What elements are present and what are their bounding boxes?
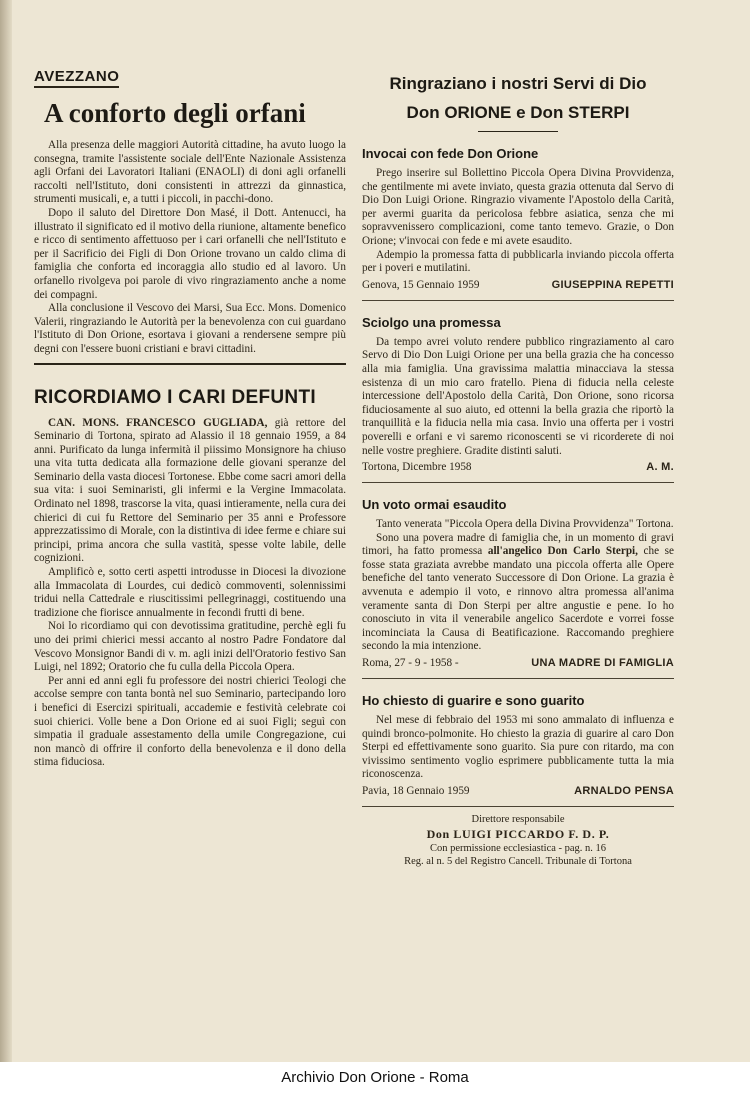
signer-name: UNA MADRE DI FAMIGLIA	[531, 657, 674, 670]
article-paragraph: Dopo il saluto del Direttore Don Masé, il Dott. Antenucci, ha illustrato il significato ed il motivo della riunione, altamente benefico e ricco di sentimento affettuoso per i cari orfanelli che nell'Istituto e per il Sacrificio dei Figli di Don Orione trovano un caldo clima di famiglia che conforta ed incoraggia allo studio ed al lavoro. Un orfanello rivolgeva poi parole di vivo ringraziamento anche a nome dei compagni.	[34, 206, 346, 301]
letter-text: Sono una povera madre di famiglia che, in un momento di gravi timori, ha fatto promessa	[362, 531, 674, 558]
colophon-role: Direttore responsabile	[471, 814, 565, 825]
place-date: Genova, 15 Gennaio 1959	[362, 278, 480, 291]
left-column	[34, 68, 346, 770]
colophon-permission: Con permissione ecclesiastica - pag. n. 16	[429, 843, 607, 854]
letter-paragraph: Nel mese di febbraio del 1953 mi sono ammalato di influenza e quindi bronco-polmonite. Ho chiesto la grazia di guarire al caro Don Sterpi ed effettivamente sono guarito. Sia pure con ritardo, ma con vivissimo sentimento voglio esprimere pubblicamente tutta la mia riconoscenza.	[362, 714, 674, 781]
letter-heading: Ho chiesto di guarire e sono guarito	[362, 693, 585, 709]
letter-heading: Sciolgo una promessa	[362, 314, 501, 330]
letter-paragraph	[362, 532, 674, 654]
obituary-paragraph: Per anni ed anni egli fu professore dei nostri chierici Teologi che accolse sempre con tanta bontà nel suo Seminario, partecipando loro i benefici di Esercizi spirituali, accademie e festività celebrate coi suoi chierici. Volle bene a Don Orione ed ai suoi Figli; seguì con simpatia il graduale assestamento della umile Congregazione, cui non mancò di offrire il conforto della benevolenza e il dono della stima fiduciosa.	[34, 674, 346, 769]
letter-signature	[362, 656, 674, 670]
letter-paragraph: Adempio la promessa fatta di pubblicarla inviando piccola offerta per i poveri e mutilatini.	[362, 248, 674, 275]
divider	[362, 678, 674, 679]
place-date: Pavia, 18 Gennaio 1959	[362, 785, 470, 797]
colophon-registration: Reg. al n. 5 del Registro Cancell. Tribunale di Tortona	[404, 856, 632, 867]
letter-signature	[362, 278, 674, 292]
column-title-line: Don ORIONE e Don STERPI	[406, 103, 630, 122]
signer-name: GIUSEPPINA REPETTI	[551, 278, 674, 291]
archive-footer: Archivio Don Orione - Roma	[0, 1062, 750, 1093]
colophon	[362, 813, 674, 868]
column-title-line: Ringraziano i nostri Servi di Dio	[389, 74, 647, 93]
letter-text: che se fosse stata graziata avrebbe mandato una piccola offerta alle Opere benefiche del tanto venerato Successore di Don Orione. La grazia è avvenuta e adempio il voto, e rinnovo altra promessa all'anima veramente santa di Don Sterpi per altre angustie e pene. Io ho conosciuto in vita il venerabile angelico Sacerdote e vorrei fosse incominciata la Causa di Beatificazione. Raccomando preghiere secondo la mia intenzione.	[362, 545, 674, 653]
article-paragraph: Alla conclusione il Vescovo dei Marsi, Sua Ecc. Mons. Domenico Valerii, ringraziando le Autorità per la benevolenza con cui guardano l'Istituto di Don Orione, esortava i giovani a rendersene sempre più degni con l'essere buoni cristiani e bravi cittadini.	[34, 302, 346, 355]
letter-text-bold: all'angelico Don Carlo Sterpi,	[487, 545, 638, 558]
letter-paragraph: Tanto venerata "Piccola Opera della Divina Provvidenza" Tortona.	[376, 518, 674, 531]
article-title: A conforto degli orfani	[44, 98, 306, 128]
right-column	[362, 68, 674, 868]
letter-paragraph: Prego inserire sul Bollettino Piccola Opera Divina Provvidenza, che gentilmente mi avete inviato, questa grazia ottenuta dal Servo di Dio Don Luigi Orione. Ringrazio vivamente l'Apostolo della Carità, per avermi guarita da pericolosa febbre asiatica, senza che mi sopravvenissero complicazioni, come tanto temevo. Grazie, o Don Orione; v'invocai con fede e mi avete esaudito.	[362, 167, 674, 247]
place-date: Roma, 27 - 9 - 1958 -	[362, 657, 459, 670]
letter-paragraph: Da tempo avrei voluto rendere pubblico ringraziamento al caro Servo di Dio Don Luigi Orione per una bella grazia che ha concesso alla mia famiglia. Una gravissima malattia minacciava la stessa esistenza di un mio caro fratello. Piena di fiducia nella celeste intercessione dell'Apostolo della Carità, Don Orione, sono ricorsa fiduciosamente al suo aiuto, ed ottenni la bella grazia che riportò la tranquillità e la fiducia nella mia casa. Invio una offerta per i vostri poverelli e orfani e vi saremo riconoscenti se vi ricorderete di noi nelle vostre preghiere. Gradite distinti saluti.	[362, 335, 674, 457]
title-rule	[478, 131, 558, 132]
letter	[362, 497, 674, 679]
article-paragraph: Alla presenza delle maggiori Autorità cittadine, ha avuto luogo la consegna, tramite l'assistente sociale dell'Ente Nazionale Assistenza agli Orfani dei Lavoratori Italiani (ENAOLI) di doni agli orfanelli raccolti nell'Istituto, doni consistenti in attrezzi da ginnastica, strumenti musicali, e, a tutti i piccoli, in pacchi-dono.	[34, 139, 346, 206]
letter-heading: Invocai con fede Don Orione	[362, 146, 539, 161]
letter-heading: Un voto ormai esaudito	[362, 497, 507, 513]
divider	[34, 363, 346, 365]
divider	[362, 300, 674, 301]
signer-name: ARNALDO PENSA	[574, 785, 674, 797]
letter	[362, 146, 674, 301]
obituary-paragraph	[34, 417, 346, 567]
colophon-director: Don LUIGI PICCARDO F. D. P.	[426, 827, 610, 841]
letter-signature	[362, 460, 674, 474]
obituary-paragraph: Amplificò e, sotto certi aspetti introdusse in Diocesi la divozione alla Immacolata di Lourdes, cui dedicò commoventi, solennissimi tridui nella Cattedrale e riuscitissimi pellegrinaggi, costituendo una tradizione che fiorisce annualmente in fecondi frutti di bene.	[34, 566, 346, 619]
divider	[362, 482, 674, 483]
divider	[362, 806, 674, 807]
signer-name: A. M.	[646, 461, 674, 474]
obituary-text: già rettore del Seminario di Tortona, spirato ad Alassio il 18 gennaio 1959, a 84 anni. Purificato da lunga infermità il piissimo Monsignore ha chiuso una vita tutta dedicata alla formazione delle giovani speranze del Seminario della vasta diocesi Tortonese. Ebbe come sacri amori della sua vita: i suoi Seminaristi, gli infermi e la Vergine Immacolata. Ordinato nel 1898, trascorse la vita, quasi intieramente, nella cura dei chierici di cui fu Rettore del Seminario per 35 anni e Professore apprezzatissimo di Morale, con la distintiva di idee ferme e chiare sui principi, prima ancora che sulla vastità, spesse volte labile, delle cognizioni.	[34, 416, 346, 565]
section-heading: RICORDIAMO I CARI DEFUNTI	[34, 386, 316, 408]
place-date: Tortona, Dicembre 1958	[362, 461, 472, 474]
obituary-name: CAN. MONS. FRANCESCO GUGLIADA,	[48, 416, 268, 429]
letter	[362, 693, 674, 807]
page-binding-edge	[0, 0, 12, 1062]
obituary-paragraph: Noi lo ricordiamo qui con devotissima gratitudine, perchè egli fu uno dei primi chierici messi accanto al nostro Padre Fondatore dal Vescovo Monsignor Bandi di v. m. agli inizi dell'Oratorio festivo San Luigi, nel 1892; Oratorio che fu culla della Piccola Opera.	[34, 620, 346, 674]
letter-signature	[362, 784, 674, 798]
section-kicker: AVEZZANO	[34, 68, 119, 88]
letter	[362, 315, 674, 483]
